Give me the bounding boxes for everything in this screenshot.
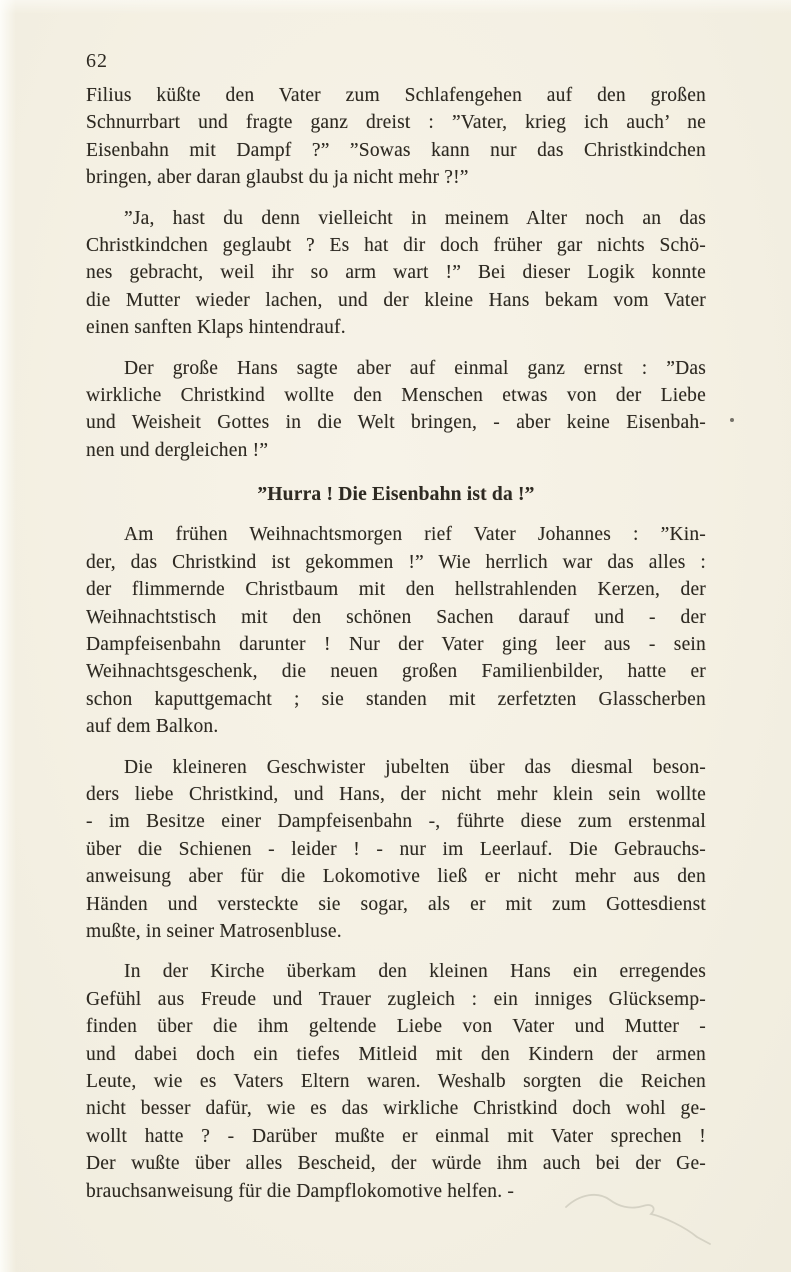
text-line: Am frühen Weihnachtsmorgen rief Vater Johannes : ”Kin- (124, 524, 706, 546)
page-number: 62 (86, 50, 108, 72)
text-line: anweisung aber für die Lokomotive ließ er nicht mehr aus den (86, 866, 706, 888)
text-line: nes gebracht, weil ihr so arm wart !” Bei dieser Logik konnte (86, 262, 706, 284)
text-line: brauchsanweisung für die Dampflokomotive helfen. - (86, 1180, 515, 1202)
text-line: Gefühl aus Freude und Trauer zugleich : ein inniges Glücksemp- (86, 988, 706, 1010)
text-line: der flimmernde Christbaum mit den hellstrahlenden Kerzen, der (86, 579, 706, 601)
text-line: nicht besser dafür, wie es das wirkliche Christkind doch wohl ge- (86, 1098, 706, 1120)
text-line: In der Kirche überkam den kleinen Hans ein erregendes (124, 961, 706, 983)
text-line: und Weisheit Gottes in die Welt bringen, - aber keine Eisenbah- (86, 412, 706, 434)
text-line: - im Besitze einer Dampfeisenbahn -, führte diese zum erstenmal (86, 811, 706, 833)
text-line: Eisenbahn mit Dampf ?” ”Sowas kann nur das Christkindchen (86, 139, 706, 161)
paragraph (86, 82, 706, 192)
text-line: wirkliche Christkind wollte den Menschen etwas von der Liebe (86, 385, 706, 407)
text-line: Die kleineren Geschwister jubelten über das diesmal beson- (124, 756, 706, 778)
paragraph (86, 958, 706, 1205)
text-line: Händen und versteckte sie sogar, als er mit zum Gottesdienst (86, 893, 706, 915)
paragraph (86, 205, 706, 342)
text-line: nen und dergleichen !” (86, 439, 269, 461)
text-line: Der wußte über alles Bescheid, der würde ihm auch bei der Ge- (86, 1153, 706, 1175)
text-line: ”Ja, hast du denn vielleicht in meinem Alter noch an das (124, 207, 706, 229)
text-line: Christkindchen geglaubt ? Es hat dir doch früher gar nichts Schö- (86, 235, 706, 257)
text-line: wollt hatte ? - Darüber mußte er einmal mit Vater sprechen ! (86, 1125, 706, 1147)
text-line: und dabei doch ein tiefes Mitleid mit den Kindern der armen (86, 1043, 706, 1065)
text-line: Der große Hans sagte aber auf einmal ganz ernst : ”Das (124, 357, 706, 379)
text-line: Dampfeisenbahn darunter ! Nur der Vater ging leer aus - sein (86, 633, 706, 655)
text-line: einen sanften Klaps hintendrauf. (86, 317, 346, 339)
paragraph (86, 521, 706, 740)
paragraph (86, 355, 706, 465)
text-line: Weihnachtsgeschenk, die neuen großen Familienbilder, hatte er (86, 661, 706, 683)
text-line: finden über die ihm geltende Liebe von Vater und Mutter - (86, 1016, 706, 1038)
text-line: über die Schienen - leider ! - nur im Leerlauf. Die Gebrauchs- (86, 838, 706, 860)
text-line: Weihnachtstisch mit den schönen Sachen darauf und - der (86, 606, 706, 628)
text-line: die Mutter wieder lachen, und der kleine Hans bekam vom Vater (86, 289, 706, 311)
text-line: Leute, wie es Vaters Eltern waren. Weshalb sorgten die Reichen (86, 1071, 706, 1092)
page-text (86, 82, 706, 1205)
text-line: Filius küßte den Vater zum Schlafengehen auf den großen (86, 85, 706, 106)
text-line: bringen, aber daran glaubst du ja nicht mehr ?!” (86, 167, 469, 189)
text-line: mußte, in seiner Matrosenbluse. (86, 920, 342, 942)
text-line: schon kaputtgemacht ; sie standen mit zerfetzten Glasscherben (86, 688, 706, 710)
section-heading: ”Hurra ! Die Eisenbahn ist da !” (257, 484, 535, 506)
text-line: der, das Christkind ist gekommen !” Wie herrlich war das alles : (86, 551, 706, 573)
ink-speck (730, 418, 734, 422)
text-line: ders liebe Christkind, und Hans, der nicht mehr klein sein wollte (86, 783, 706, 805)
paragraph (86, 754, 706, 946)
text-line: Schnurrbart und fragte ganz dreist : ”Vater, krieg ich auch’ ne (86, 112, 706, 134)
text-line: auf dem Balkon. (86, 716, 219, 738)
